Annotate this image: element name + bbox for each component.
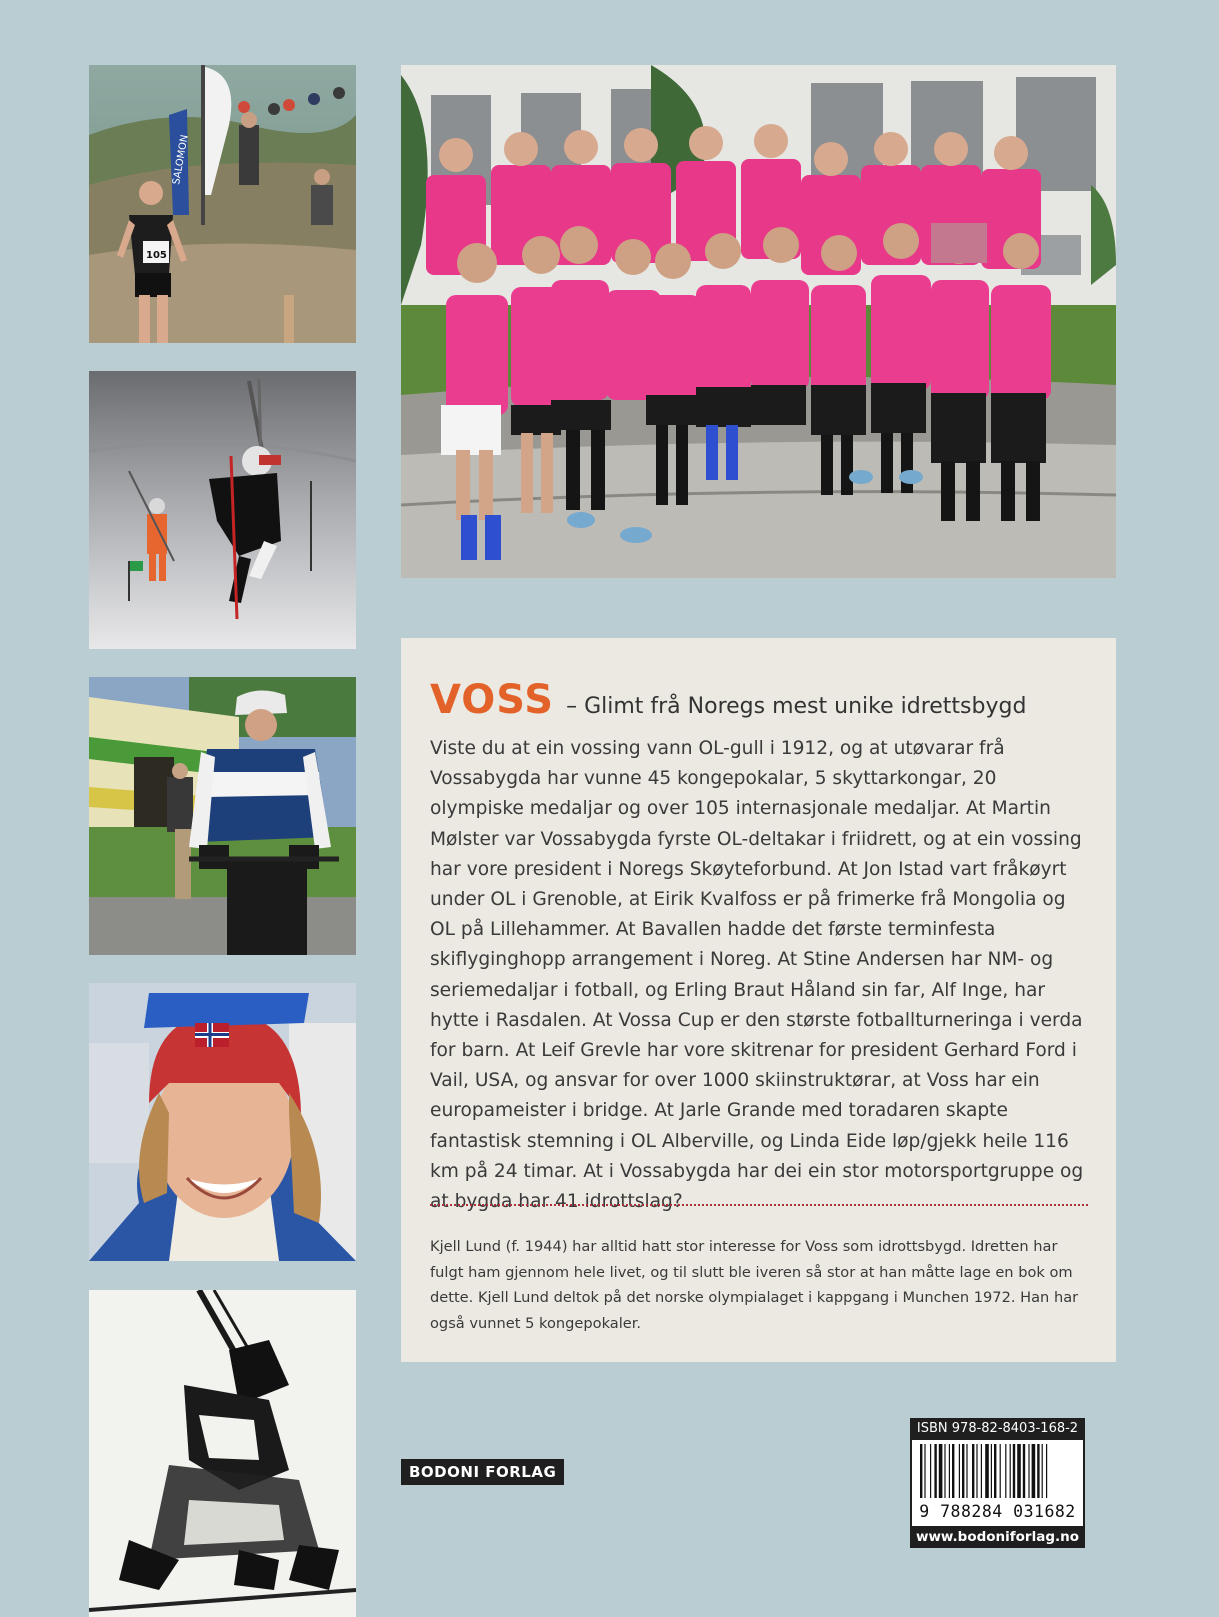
- banner-text: SALOMON: [171, 133, 191, 186]
- barcode-bar: [1046, 1444, 1047, 1498]
- barcode-bar: [1028, 1444, 1029, 1498]
- photo-vintage-ski-jumper: [89, 1290, 356, 1617]
- barcode-bar: [1013, 1444, 1015, 1498]
- description-panel: [401, 638, 1116, 1362]
- barcode-bar: [1017, 1444, 1021, 1498]
- photo-smiling-skier: [89, 983, 356, 1261]
- barcode-bar: [1010, 1444, 1011, 1498]
- barcode-bar: [1023, 1444, 1025, 1498]
- author-bio: Kjell Lund (f. 1944) har alltid hatt stor interesse for Voss som idrottsbygd. Idretten har fulgt ham gjennom hele livet, og til slutt ble iveren så stor at han måtte lage en bok om dette. Kjell Lund deltok på det norske olympialaget i kappgang i Munchen 1972. Han har også vunnet 5 kongepokaler.: [430, 1238, 1079, 1332]
- barcode-bar: [920, 1444, 922, 1498]
- barcode-bar: [934, 1444, 936, 1498]
- barcode-bar: [1037, 1444, 1039, 1498]
- barcode-bar: [985, 1444, 989, 1498]
- dotted-divider: [430, 1204, 1088, 1206]
- barcode-bar: [962, 1444, 964, 1498]
- barcode-bar: [981, 1444, 982, 1498]
- isbn-barcode-block: [910, 1418, 1085, 1548]
- barcode-bar: [1005, 1444, 1006, 1498]
- barcode-bar: [966, 1444, 967, 1498]
- barcode-bar: [1032, 1444, 1036, 1498]
- barcode: [912, 1440, 1083, 1526]
- barcode-bar: [1000, 1444, 1001, 1498]
- title-main: VOSS: [430, 677, 555, 723]
- bib-number: 105: [146, 250, 167, 261]
- book-title: [430, 677, 1026, 723]
- barcode-bar: [944, 1444, 945, 1498]
- publisher-url: www.bodoniforlag.no: [915, 1529, 1079, 1545]
- photo-mountain-runner: [89, 65, 356, 343]
- barcode-bar: [939, 1444, 943, 1498]
- barcode-digits: 9 788284 031682: [919, 1502, 1076, 1521]
- barcode-bar: [976, 1444, 977, 1498]
- barcode-bars: [912, 1440, 1083, 1500]
- barcode-bar: [972, 1444, 974, 1498]
- photo-cyclist: [89, 677, 356, 955]
- book-blurb: Viste du at ein vossing vann OL-gull i 1912, og at utøvarar frå Vossabygda har vunne 45 kongepokalar, 5 skyttarkongar, 20 olympiske medaljar og over 105 internasjonale medaljar. At Martin Mølster var Vossabygda fyrste OL-deltakar i friidrett, og at ein vossing har vore president i Noregs Skøyteforbund. At Jon Istad vart fråkøyrt under OL i Grenoble, at Eirik Kvalfoss er på frimerke frå Mongolia og OL på Lillehammer. At Bavallen hadde det første terminfesta skiflyginghopp arrangement i Noreg. At Stine Andersen har NM- og seriemedaljar i fotball, og Erling Braut Håland sin far, Alf Inge, har hytte i Rasdalen. At Vossa Cup er den største fotballturneringa i verda for barn. At Leif Grevle har vore skitrenar for president Gerhard Ford i Vail, USA, og ansvar for over 1000 skiinstruktørar, at Voss har ein europameister i bridge. At Jarle Grande med toradaren skapte fantastisk stemning i OL Alberville, og Linda Eide løp/gjekk heile 116 km på 24 timar. At i Vossabygda har dei ein stor motorsportgruppe og at bygda har 41 idrottslag?: [430, 738, 1084, 1213]
- barcode-bar: [930, 1444, 931, 1498]
- barcode-bar: [991, 1444, 992, 1498]
- barcode-bar: [994, 1444, 996, 1498]
- barcode-bar: [924, 1444, 925, 1498]
- title-subtitle: – Glimt frå Noregs mest unike idrettsbygd: [566, 694, 1027, 719]
- photo-girls-football-team: [401, 65, 1116, 578]
- barcode-bar: [949, 1444, 950, 1498]
- barcode-bar: [1042, 1444, 1043, 1498]
- barcode-bar: [959, 1444, 960, 1498]
- publisher-label: BODONI FORLAG: [401, 1459, 564, 1485]
- isbn-text: ISBN 978-82-8403-168-2: [916, 1421, 1079, 1436]
- barcode-bar: [952, 1444, 954, 1498]
- photo-night-ski: [89, 371, 356, 649]
